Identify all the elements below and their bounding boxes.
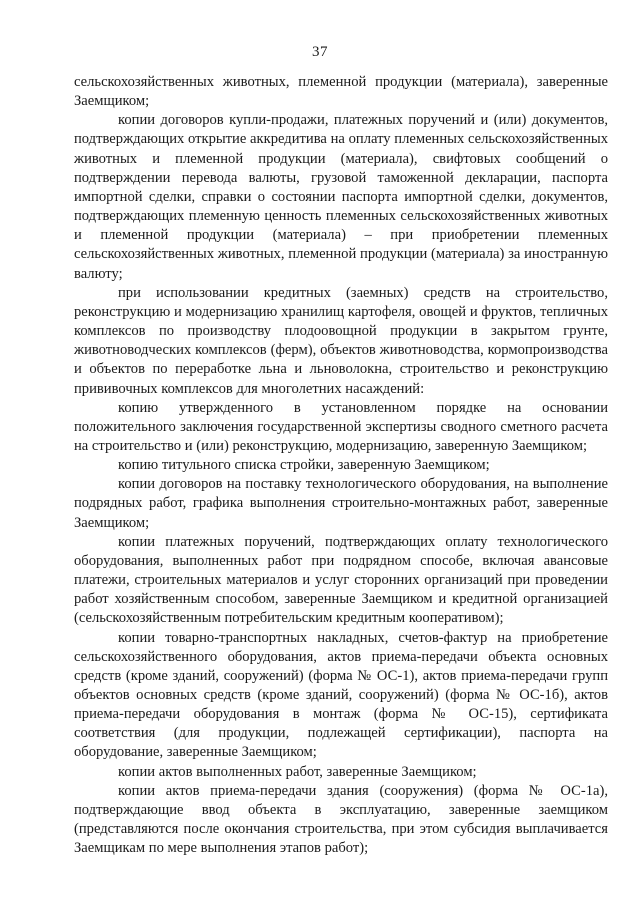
paragraph: копии договоров на поставку технологического оборудования, на выполнение подрядных работ, графика выполнения строительно-монтажных работ, заверенные Заемщиком;	[74, 476, 608, 531]
paragraph: копии товарно-транспортных накладных, счетов-фактур на приобретение сельскохозяйственного оборудования, актов приема-передачи объекта основных средств (кроме зданий, сооружений) (форма № ОС-1), актов приема-передачи групп объектов основных средств (кроме зданий, сооружений) (форма № ОС-1б), актов приема-передачи оборудования в монтаж (форма № ОС-15), сертификата соответствия (для продукции, подлежащей сертификации), паспорта на оборудование, заверенные Заемщиком;	[74, 629, 608, 761]
document-body	[74, 73, 608, 858]
paragraph: копии актов выполненных работ, заверенные Заемщиком;	[118, 763, 477, 780]
paragraph: копию утвержденного в установленном порядке на основании положительного заключения государственной экспертизы сводного сметного расчета на строительство и (или) реконструкцию, модернизацию, заверенную Заемщиком;	[74, 399, 608, 454]
paragraph: копии актов приема-передачи здания (сооружения) (форма № ОС-1а), подтверждающие ввод объекта в эксплуатацию, заверенные заемщиком (представляются после окончания строительства, при этом субсидия выплачивается Заемщикам по мере выполнения этапов работ);	[74, 782, 608, 857]
paragraph: при использовании кредитных (заемных) средств на строительство, реконструкцию и модернизацию хранилищ картофеля, овощей и фруктов, тепличных комплексов по производству плодоовощной продукции в закрытом грунте, животноводческих комплексов (ферм), объектов животноводства, кормопроизводства и объектов по переработке льна и льноволокна, строительство и реконструкцию прививочных комплексов для многолетних насаждений:	[74, 284, 608, 397]
paragraph: копию титульного списка стройки, заверенную Заемщиком;	[118, 457, 490, 474]
paragraph: копии договоров купли-продажи, платежных поручений и (или) документов, подтверждающих открытие аккредитива на оплату племенных сельскохозяйственных животных и племенной продукции (материала), свифтовых сообщений о подтверждении перевода валюты, грузовой таможенной декларации, паспорта импортной сделки, справки о состоянии паспорта импортной сделки, документов, подтверждающих племенную ценность племенных сельскохозяйственных животных и племенной продукции (материала) – при приобретении племенных сельскохозяйственных животных, племенной продукции (материала) за иностранную валюту;	[74, 112, 608, 282]
paragraph: копии платежных поручений, подтверждающих оплату технологического оборудования, выполненных работ при подрядном способе, включая авансовые платежи, строительных материалов и услуг сторонних организаций при проведении работ хозяйственным способом, заверенные Заемщиком и кредитной организацией (сельскохозяйственным потребительским кредитным кооперативом);	[74, 533, 608, 627]
page-number: 37	[312, 44, 328, 60]
paragraph-continuation: сельскохозяйственных животных, племенной продукции (материала), заверенные Заемщиком;	[74, 74, 608, 110]
